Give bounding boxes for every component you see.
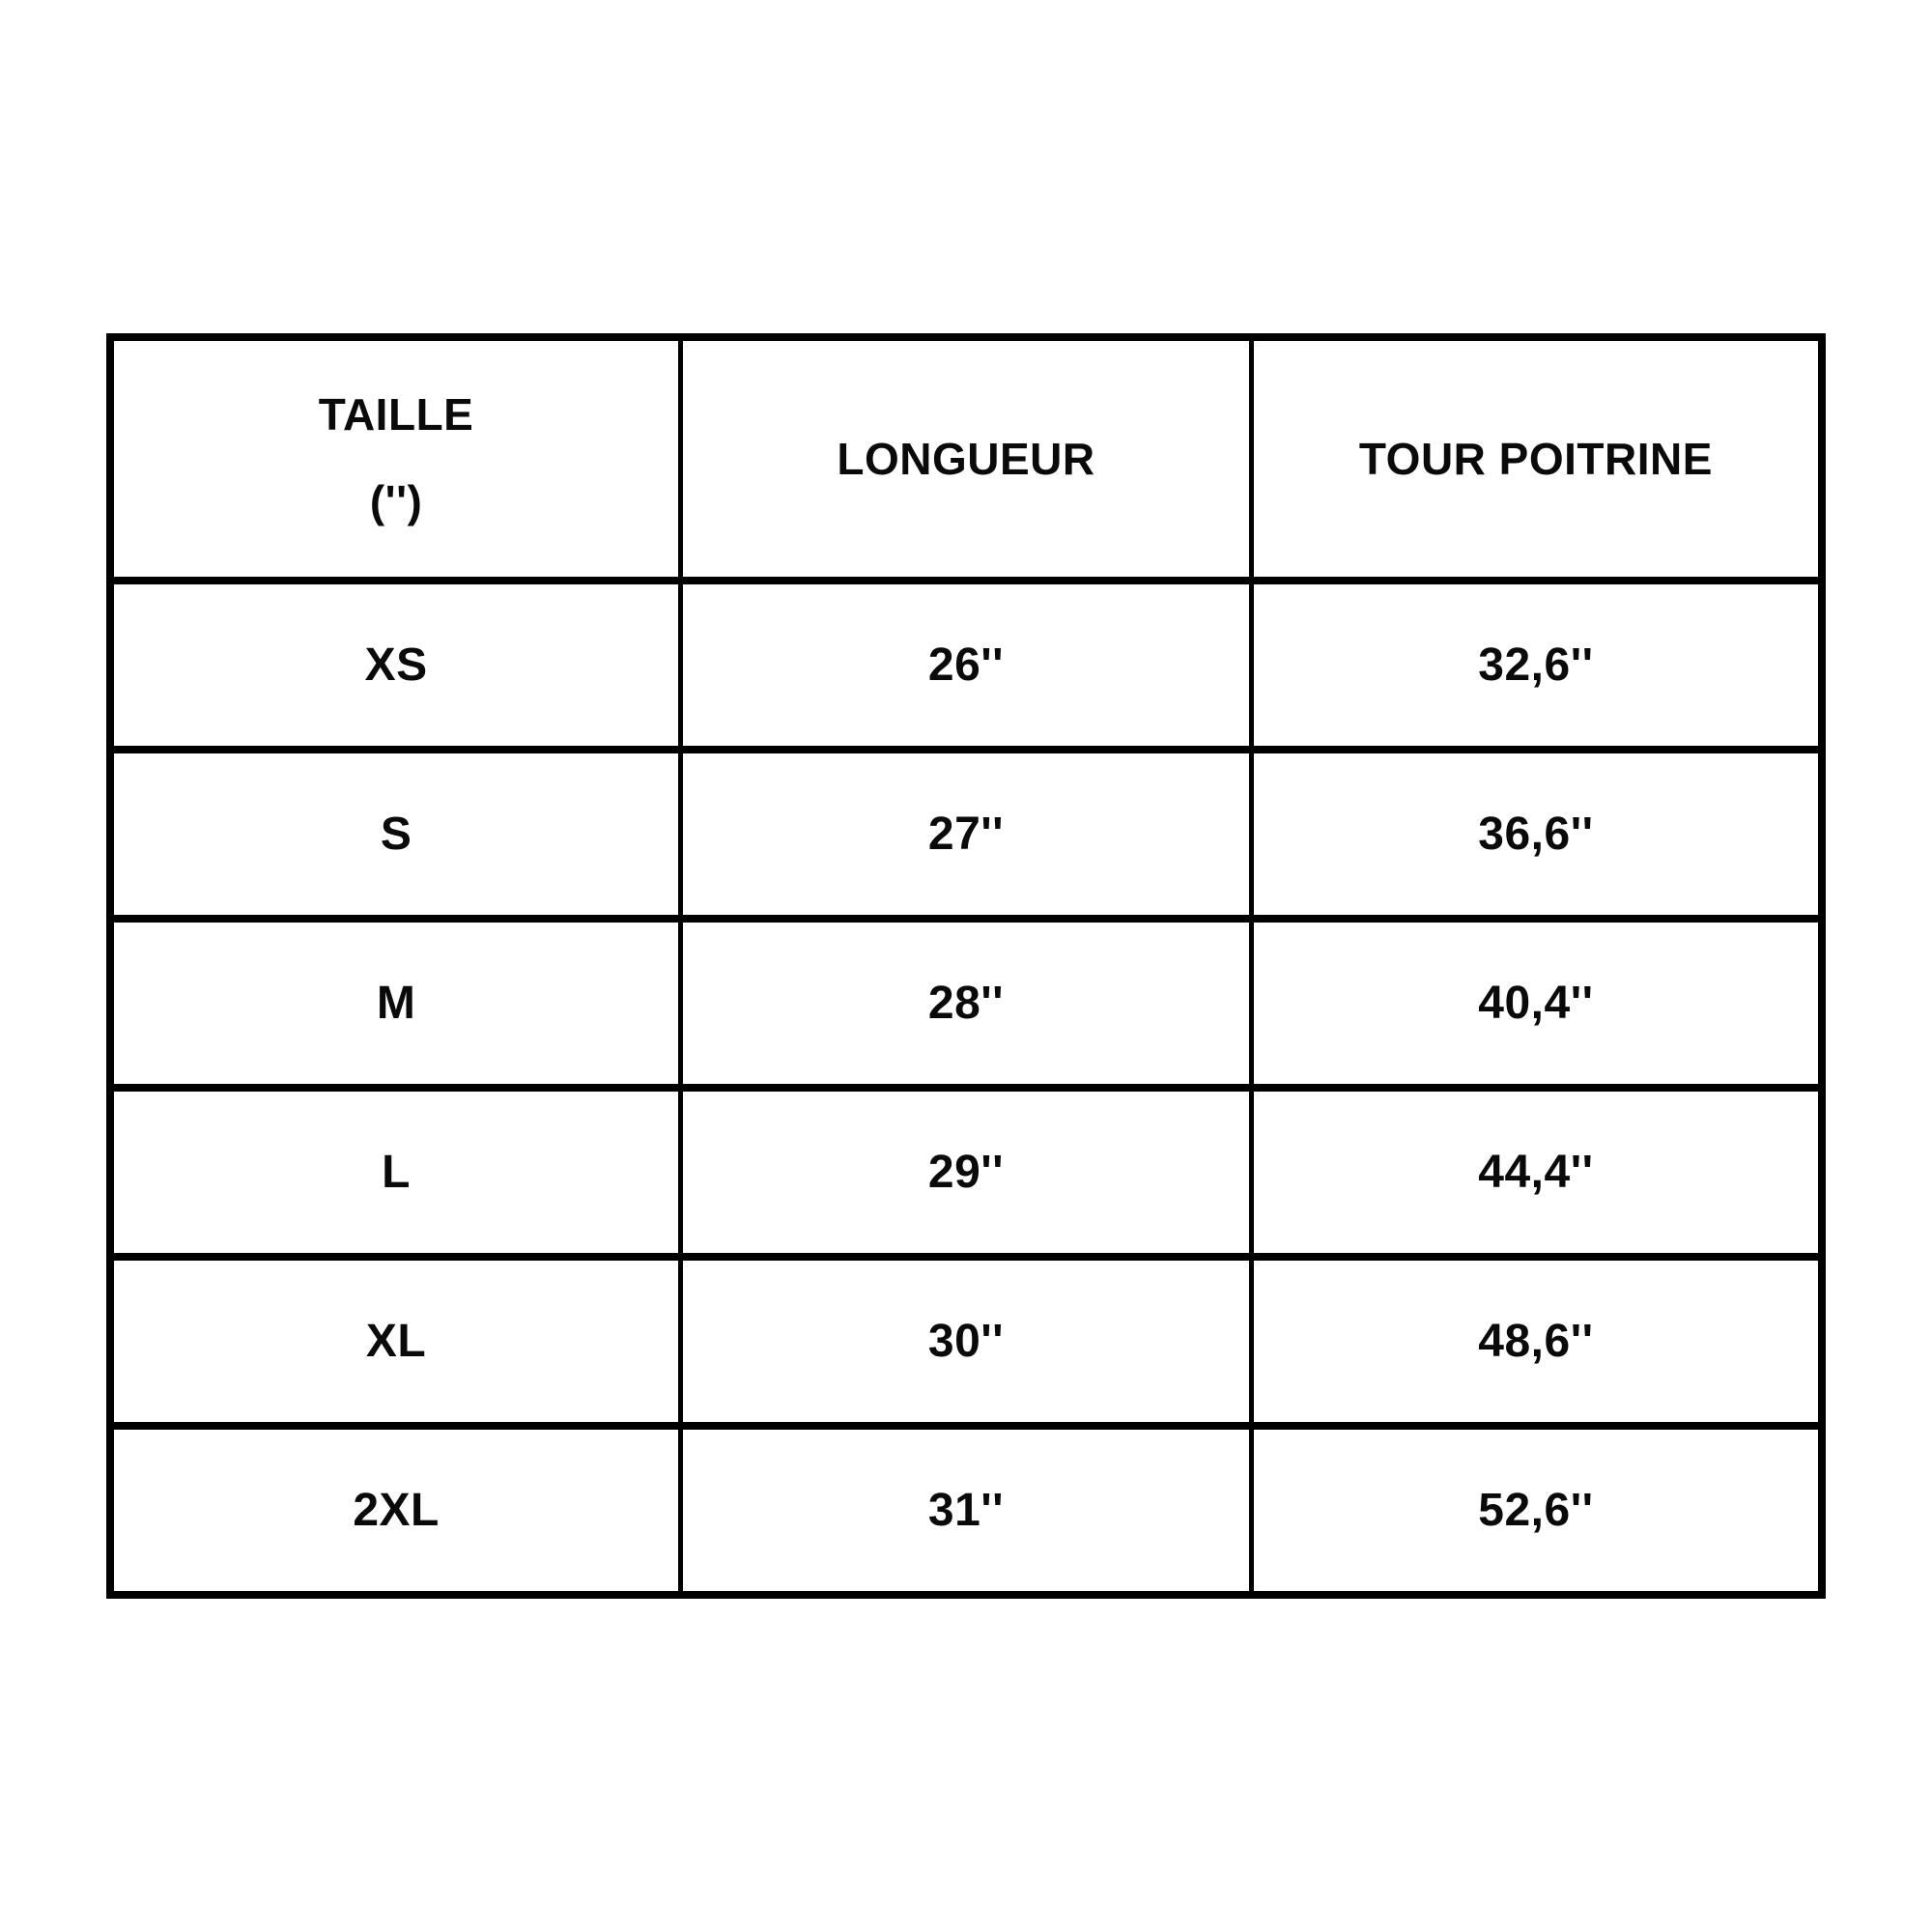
cell-size: S <box>110 750 681 919</box>
cell-length: 28'' <box>681 919 1252 1088</box>
cell-size: XS <box>110 581 681 750</box>
table-body <box>110 581 1822 1595</box>
cell-size: M <box>110 919 681 1088</box>
header-row <box>110 337 1822 581</box>
cell-chest: 40,4'' <box>1251 919 1822 1088</box>
size-chart-table <box>106 333 1826 1599</box>
cell-chest: 32,6'' <box>1251 581 1822 750</box>
header-cell-tour-poitrine: TOUR POITRINE <box>1251 337 1822 581</box>
cell-size: L <box>110 1088 681 1257</box>
cell-chest: 48,6'' <box>1251 1257 1822 1426</box>
table-row-xl <box>110 1257 1822 1426</box>
cell-size: 2XL <box>110 1426 681 1595</box>
cell-length: 26'' <box>681 581 1252 750</box>
cell-chest: 52,6'' <box>1251 1426 1822 1595</box>
cell-length: 29'' <box>681 1088 1252 1257</box>
table-row-s <box>110 750 1822 919</box>
header-taille-unit: ('') <box>369 476 423 526</box>
cell-size: XL <box>110 1257 681 1426</box>
table-row-2xl <box>110 1426 1822 1595</box>
header-taille-label: TAILLE <box>318 389 474 440</box>
cell-chest: 44,4'' <box>1251 1088 1822 1257</box>
header-cell-longueur: LONGUEUR <box>681 337 1252 581</box>
cell-chest: 36,6'' <box>1251 750 1822 919</box>
table-row-xs <box>110 581 1822 750</box>
header-cell-taille <box>110 337 681 581</box>
cell-length: 30'' <box>681 1257 1252 1426</box>
table-header <box>110 337 1822 581</box>
table-row-m <box>110 919 1822 1088</box>
cell-length: 27'' <box>681 750 1252 919</box>
cell-length: 31'' <box>681 1426 1252 1595</box>
table-row-l <box>110 1088 1822 1257</box>
